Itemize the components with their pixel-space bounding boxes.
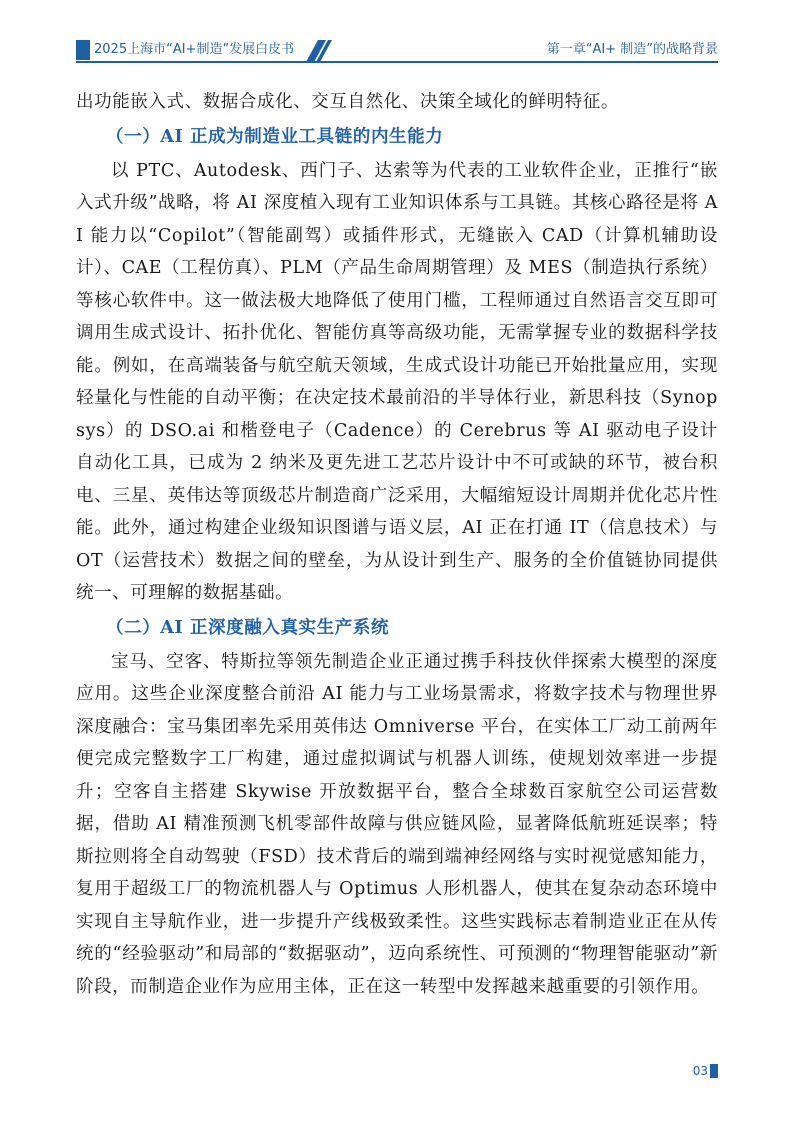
header-left-marker [76, 40, 90, 60]
section-heading-2: （二）AI 正深度融入真实生产系统 [106, 617, 390, 638]
section-paragraph-2: 宝马、空客、特斯拉等领先制造企业正通过携手科技伙伴探索大模型的深度应用。这些企业深度整合前沿 AI 能力与工业场景需求，将数字技术与物理世界深度融合：宝马集团率先采用英伟达 Omniverse 平台，在实体工厂动工前两年便完成完整数字工厂构建，通过虚拟调试与机器人训练，使规划效率进一步提升；空客自主搭建 Skywise 开放数据平台，整合全球数百家航空公司运营数据，借助 AI 精准预测飞机零部件故障与供应链风险，显著降低航班延误率；特斯拉则将全自动驾驶（FSD）技术背后的端到端神经网络与实时视觉感知能力，复用于超级工厂的物流机器人与 Optimus 人形机器人，使其在复杂动态环境中实现自主导航作业，进一步提升产线极致柔性。这些实践标志着制造业正在从传统的“经验驱动”和局部的“数据驱动”，迈向系统性、可预测的“物理智能驱动”新阶段，而制造企业作为应用主体，正在这一转型中发挥越来越重要的引领作用。 [76, 651, 718, 997]
header-slash-decoration [296, 40, 332, 62]
document-body [76, 86, 718, 1003]
header-document-title: 2025上海市“AI+制造”发展白皮书 [94, 42, 295, 57]
section-paragraph-1: 以 PTC、Autodesk、西门子、达索等为代表的工业软件企业，正推行“嵌入式升级”战略，将 AI 深度植入现有工业知识体系与工具链。其核心路径是将 AI 能力以“Copilot”（智能副驾）或插件形式，无缝嵌入 CAD（计算机辅助设计）、CAE（工程仿真）、PLM（产品生命周期管理）及 MES（制造执行系统）等核心软件中。这一做法极大地降低了使用门槛，工程师通过自然语言交互即可调用生成式设计、拓扑优化、智能仿真等高级功能，无需掌握专业的数据科学技能。例如，在高端装备与航空航天领域，生成式设计功能已开始批量应用，实现轻量化与性能的自动平衡；在决定技术最前沿的半导体行业，新思科技（Synopsys）的 DSO.ai 和楷登电子（Cadence）的 Cerebrus 等 AI 驱动电子设计自动化工具，已成为 2 纳米及更先进工艺芯片设计中不可或缺的环节，被台积电、三星、英伟达等顶级芯片制造商广泛采用，大幅缩短设计周期并优化芯片性能。此外，通过构建企业级知识图谱与语义层，AI 正在打通 IT（信息技术）与 OT（运营技术）数据之间的壁垒，为从设计到生产、服务的全价值链协同提供统一、可理解的数据基础。 [76, 160, 718, 603]
page-number-marker [710, 1064, 718, 1078]
header-rule [76, 61, 718, 63]
intro-line: 出功能嵌入式、数据合成化、交互自然化、决策全域化的鲜明特征。 [76, 92, 619, 112]
header-chapter-title: 第一章“AI+ 制造”的战略背景 [546, 42, 718, 57]
page-number: 03 [692, 1064, 708, 1078]
section-heading-1: （一）AI 正成为制造业工具链的内生能力 [106, 126, 444, 147]
